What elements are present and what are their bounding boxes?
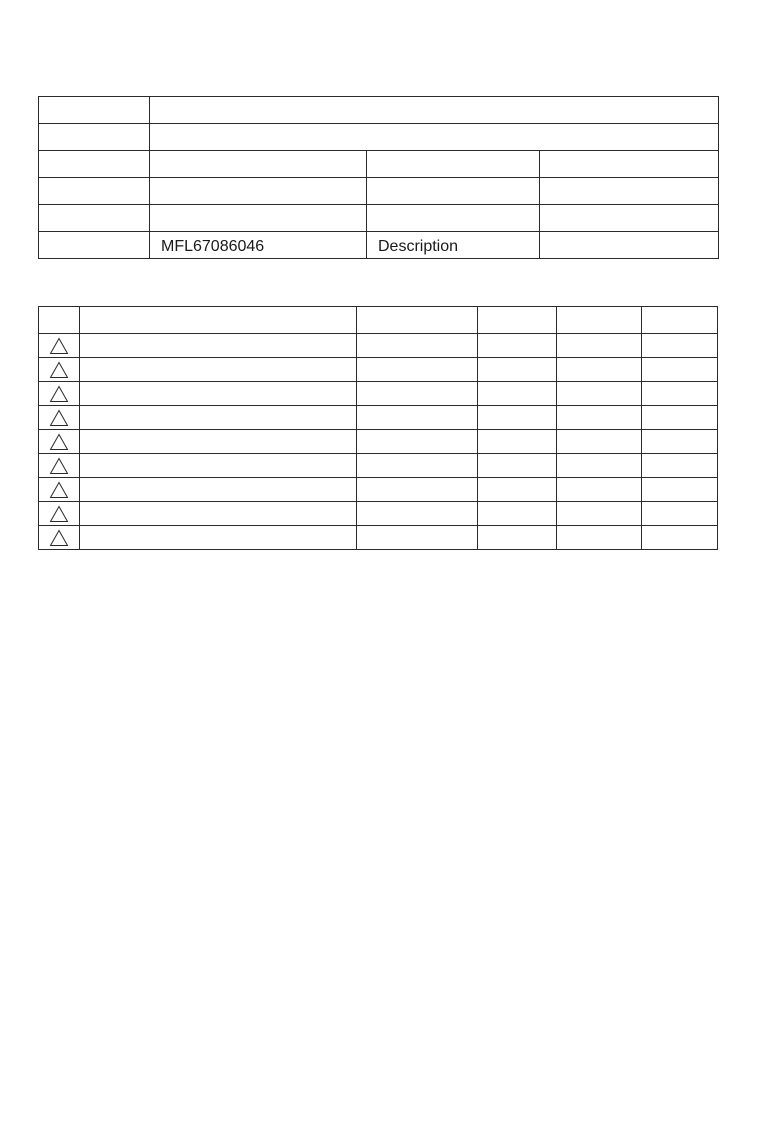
triangle-icon	[49, 457, 69, 475]
table-cell	[357, 502, 478, 526]
revision-table	[38, 306, 718, 550]
info-cell	[150, 124, 719, 151]
table-cell	[478, 334, 557, 358]
triangle-icon	[49, 481, 69, 499]
table-cell	[357, 406, 478, 430]
table-cell	[557, 382, 642, 406]
info-cell	[39, 97, 150, 124]
table-cell	[478, 430, 557, 454]
triangle-icon	[49, 361, 69, 379]
table-cell	[478, 358, 557, 382]
table-cell	[557, 358, 642, 382]
info-row	[39, 97, 719, 124]
info-cell	[150, 97, 719, 124]
header-cell	[357, 307, 478, 334]
info-row	[39, 232, 719, 259]
table-cell	[642, 334, 718, 358]
table-cell	[357, 478, 478, 502]
info-cell	[367, 151, 540, 178]
info-cell	[540, 205, 719, 232]
table-cell	[80, 502, 357, 526]
table-cell	[557, 430, 642, 454]
info-cell	[39, 205, 150, 232]
table-cell	[80, 526, 357, 550]
table-cell	[80, 478, 357, 502]
table-cell	[478, 406, 557, 430]
header-cell	[478, 307, 557, 334]
table-row	[39, 334, 718, 358]
table-cell	[642, 406, 718, 430]
triangle-icon	[49, 433, 69, 451]
table-cell	[357, 430, 478, 454]
table-cell	[357, 334, 478, 358]
triangle-icon	[49, 337, 69, 355]
revision-marker-cell	[39, 358, 80, 382]
triangle-icon	[49, 409, 69, 427]
header-cell	[557, 307, 642, 334]
table-cell	[357, 454, 478, 478]
triangle-icon	[49, 505, 69, 523]
table-cell	[478, 502, 557, 526]
revision-marker-cell	[39, 478, 80, 502]
table-cell	[642, 526, 718, 550]
info-cell	[367, 178, 540, 205]
table-cell	[80, 454, 357, 478]
info-cell	[150, 151, 367, 178]
table-row	[39, 358, 718, 382]
triangle-icon	[49, 385, 69, 403]
info-cell	[150, 178, 367, 205]
header-cell	[642, 307, 718, 334]
table-cell	[80, 334, 357, 358]
info-cell	[540, 232, 719, 259]
table-row	[39, 526, 718, 550]
info-cell	[39, 124, 150, 151]
table-cell	[478, 382, 557, 406]
table-cell	[642, 430, 718, 454]
table-row	[39, 502, 718, 526]
header-cell	[80, 307, 357, 334]
table-cell	[557, 478, 642, 502]
revision-marker-cell	[39, 502, 80, 526]
table-cell	[357, 382, 478, 406]
table-cell	[357, 358, 478, 382]
info-cell	[39, 178, 150, 205]
table-cell	[80, 406, 357, 430]
table-cell	[80, 358, 357, 382]
table-row	[39, 454, 718, 478]
info-row	[39, 205, 719, 232]
table-row	[39, 430, 718, 454]
info-row	[39, 124, 719, 151]
table-cell	[478, 478, 557, 502]
table-cell	[557, 526, 642, 550]
table-cell	[478, 526, 557, 550]
info-cell	[39, 232, 150, 259]
info-row	[39, 151, 719, 178]
table-cell	[642, 358, 718, 382]
info-cell	[540, 151, 719, 178]
table-cell	[642, 478, 718, 502]
revision-marker-cell	[39, 406, 80, 430]
table-cell	[478, 454, 557, 478]
info-cell	[367, 205, 540, 232]
table-cell	[557, 502, 642, 526]
revision-header-row	[39, 307, 718, 334]
part-number: MFL67086046	[150, 232, 367, 259]
info-cell	[39, 151, 150, 178]
table-row	[39, 478, 718, 502]
header-cell	[39, 307, 80, 334]
table-cell	[80, 382, 357, 406]
table-cell	[557, 334, 642, 358]
info-cell	[150, 205, 367, 232]
table-cell	[557, 406, 642, 430]
document-info-table	[38, 96, 719, 259]
revision-marker-cell	[39, 334, 80, 358]
triangle-icon	[49, 529, 69, 547]
revision-marker-cell	[39, 526, 80, 550]
revision-marker-cell	[39, 382, 80, 406]
table-cell	[642, 502, 718, 526]
table-cell	[557, 454, 642, 478]
table-cell	[642, 454, 718, 478]
table-cell	[357, 526, 478, 550]
revision-marker-cell	[39, 454, 80, 478]
table-cell	[80, 430, 357, 454]
info-row	[39, 178, 719, 205]
table-row	[39, 406, 718, 430]
revision-marker-cell	[39, 430, 80, 454]
table-row	[39, 382, 718, 406]
description-label: Description	[367, 232, 540, 259]
info-cell	[540, 178, 719, 205]
table-cell	[642, 382, 718, 406]
